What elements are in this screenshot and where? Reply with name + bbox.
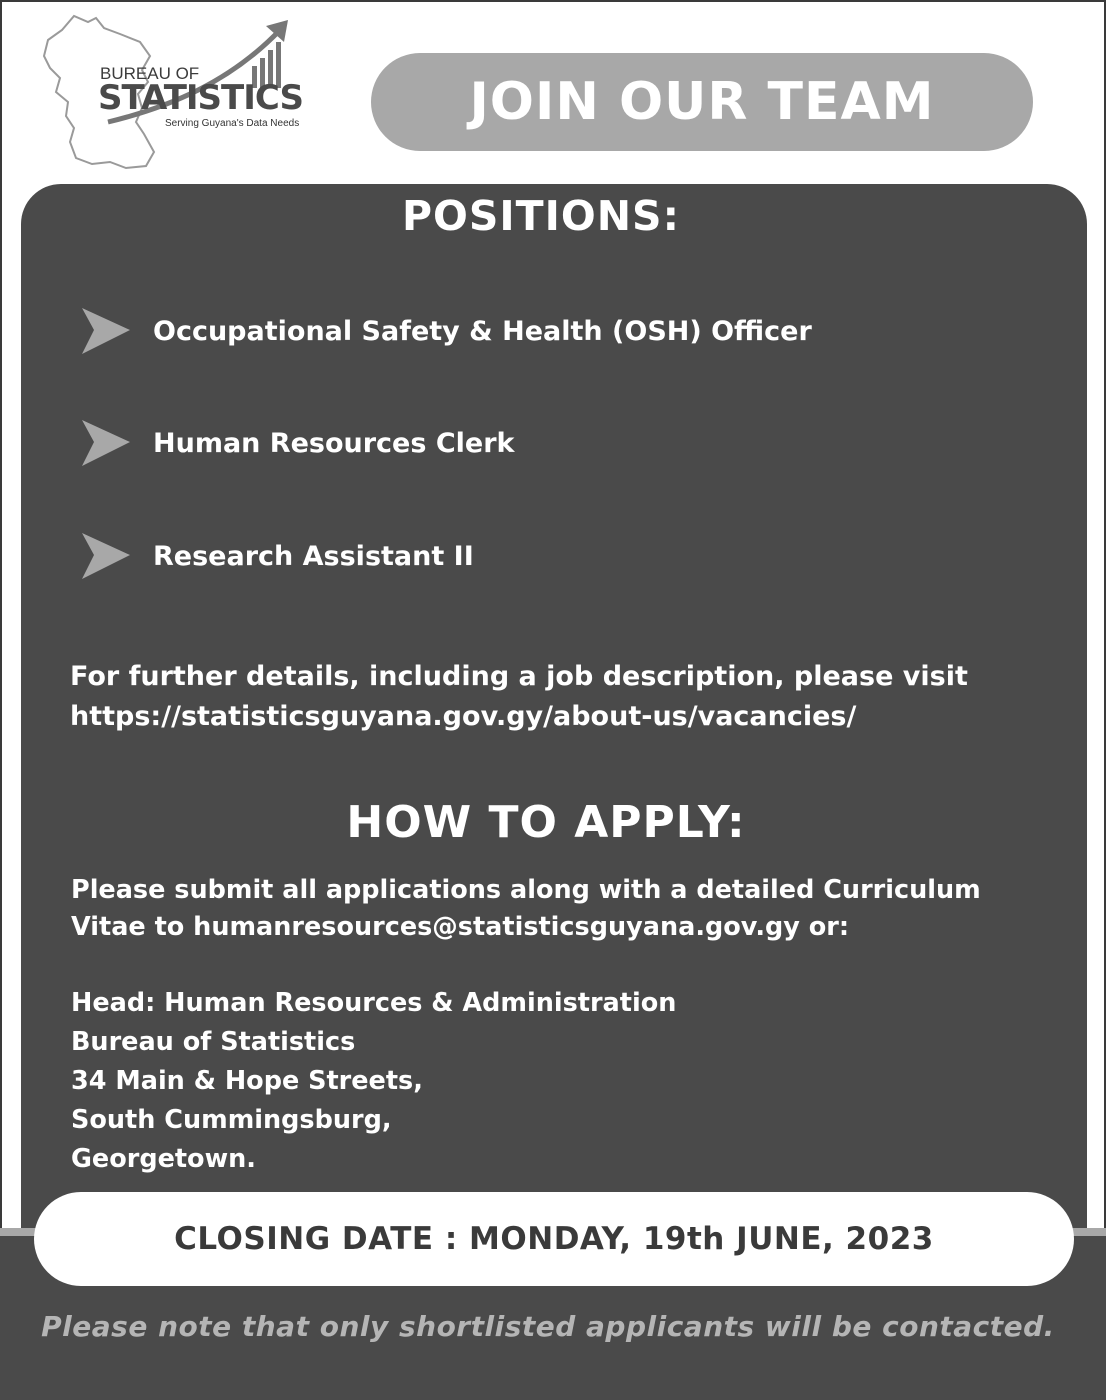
address-line: Head: Human Resources & Administration: [71, 988, 677, 1018]
how-to-apply-heading: HOW TO APPLY:: [346, 797, 746, 848]
positions-heading: POSITIONS:: [401, 192, 680, 240]
apply-line: Please submit all applications along with a detailed Curriculum: [71, 875, 981, 905]
arrow-right-icon: [78, 306, 132, 356]
apply-instructions: [71, 872, 981, 946]
position-title: Occupational Safety & Health (OSH) Officer: [153, 316, 812, 347]
apply-email-line: Vitae to humanresources@statisticsguyana.gov.gy or:: [71, 912, 850, 942]
logo-tagline: Serving Guyana's Data Needs: [165, 118, 300, 129]
position-item: [78, 306, 978, 356]
logo-line1: BUREAU OF: [100, 64, 200, 83]
shortlist-note: Please note that only shortlisted applicants will be contacted.: [41, 1310, 1055, 1343]
vacancies-link[interactable]: https://statisticsguyana.gov.gy/about-us/vacancies/: [70, 701, 857, 732]
address-line: Bureau of Statistics: [71, 1027, 356, 1057]
arrow-right-icon: [78, 418, 132, 468]
position-title: Research Assistant II: [153, 541, 474, 572]
position-item: [78, 531, 978, 581]
closing-date-pill: CLOSING DATE : MONDAY, 19th JUNE, 2023: [34, 1192, 1074, 1286]
further-details: [70, 657, 1060, 737]
arrow-right-icon: [78, 531, 132, 581]
address-line: Georgetown.: [71, 1144, 256, 1174]
address-line: South Cummingsburg,: [71, 1105, 392, 1135]
further-details-text: For further details, including a job description, please visit: [70, 661, 968, 692]
position-item: [78, 418, 978, 468]
position-title: Human Resources Clerk: [153, 428, 515, 459]
address-line: 34 Main & Hope Streets,: [71, 1066, 423, 1096]
logo-wordmark: STATISTICS: [98, 78, 303, 118]
bureau-logo: [30, 12, 330, 172]
mailing-address: [71, 984, 676, 1179]
join-banner: JOIN OUR TEAM: [371, 53, 1033, 151]
